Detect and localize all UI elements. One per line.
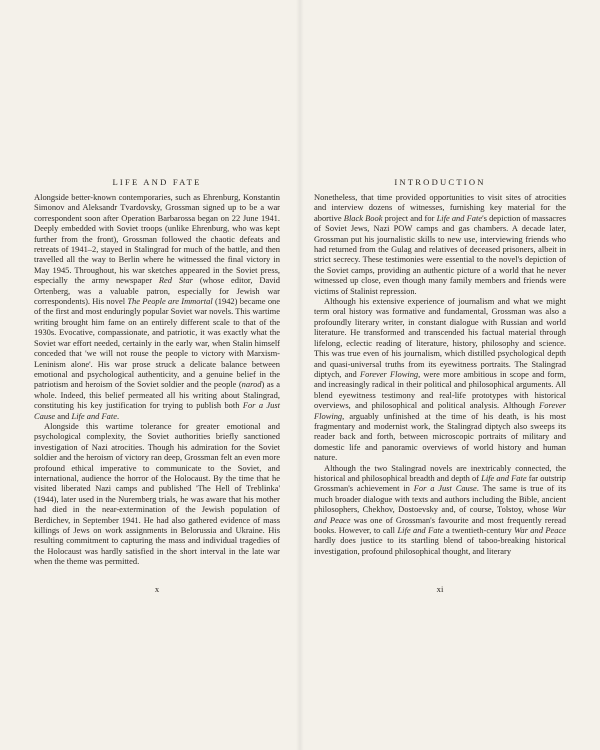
- text-run: , were more ambitious in scope and form, and increasingly radical in their political and philosophical arguments. All blend eyewitness testimony and real-life prototypes with historical overviews, and philosophical and political analysis. Although: [314, 368, 566, 411]
- text-run: Although the two Stalingrad novels are inextricably connected, the historical and philosophical breadth and depth of: [314, 462, 566, 483]
- text-run: (1942) became one of the first and most enduringly popular Soviet war novels. This wartime writing brought him fame on an entirely different scale to that of the 1930s. Evocative, compassionate, and patriotic, it was exactly what the Soviet war effort needed, certainly in the early war, when Stalin himself conceded that 'we will not rouse the people to victory with Marxism-Leninism alone'. His war prose struck a delicate balance between emotional and psychological authenticity, and a genuine belief in the patriotism and heroism of the Soviet soldier and the people (: [34, 296, 280, 390]
- italic-title: For a Just Cause: [34, 400, 280, 421]
- italic-title: Forever Flowing: [314, 400, 566, 421]
- left-page: [34, 0, 280, 750]
- text-run: . The same is true of its much broader dialogue with texts and authors including the Bible, ancient philosophers, Chekhov, Dostoevsky and, of course, Tolstoy, whose: [314, 483, 566, 515]
- running-head: INTRODUCTION: [394, 177, 486, 187]
- paragraph: [314, 192, 566, 296]
- italic-title: Life and Fate: [397, 525, 444, 535]
- text-run: , arguably unfinished at the time of his death, is his most fragmentary and modernist work, the Stalingrad diptych also sweeps its reader back and forth, between microscopic portraits of military and domestic life and panoramic overviews of world history and human nature.: [314, 410, 566, 463]
- right-page: [314, 0, 566, 750]
- italic-title: War and Peace: [514, 525, 566, 535]
- text-run: far outstrip Grossman's achievement in: [314, 472, 566, 494]
- text-run: ) as a whole. Indeed, this belief permeated all his writing about Stalingrad, constituting his key justification for trying to publish both: [34, 379, 280, 411]
- page-number: x: [154, 584, 160, 594]
- italic-title: The People are Immortal: [127, 296, 213, 307]
- italic-title: narod: [241, 379, 262, 390]
- text-run: 's depiction of massacres of Soviet Jews, Nazi POW camps and gas chambers. A decade later, Grossman put his journalistic skills to new use, interviewing friends who had returned from the Gulag and relatives of deceased prisoners, albeit in strict secrecy. These testimonies were essential to the novel's depiction of the Soviet camps, providing an authentic picture of a world that he never witnessed up close, even though many family members and friends were victims of Stalinist repression.: [314, 212, 566, 296]
- italic-title: Black Book: [343, 212, 383, 223]
- text-run: project and for: [382, 212, 437, 223]
- italic-title: Life and Fate: [71, 410, 117, 421]
- text-run: Alongside better-known contemporaries, such as Ehrenburg, Konstantin Simonov and Aleksandr Tvardovsky, Grossman signed up to be a war correspondent soon after Operation Barbarossa began on 22 June 1941. Deeply embedded with Soviet troops (unlike Ehrenburg, who was kept further from the front), Grossman followed the chaotic defeats and retreats of 1941–2, stayed in Stalingrad for much of the battle, and then travelled all the way to Berlin where he witnessed the final victory in May 1945. Throughout, his war sketches appeared in the Soviet press, especially the army newspaper: [34, 192, 280, 286]
- italic-title: For a Just Cause: [413, 483, 477, 494]
- running-head: LIFE AND FATE: [112, 177, 202, 187]
- paragraph: [34, 421, 280, 567]
- text-run: Although his extensive experience of journalism and what we might term oral history was formative and fundamental, Grossman was also a profoundly literary writer, in constant dialogue with Russian and world literature. He transformed and transcended his factual material through lifelong, eclectic reading of literature, history, philosophy and science. This was true even of his journalism, which distilled psychological depth and quasi-universal truths from its eyewitness portraits. The Stalingrad diptych, and: [314, 296, 566, 379]
- italic-title: Life and Fate: [481, 472, 527, 483]
- page-number: xi: [436, 584, 444, 594]
- italic-title: Forever Flowing: [359, 368, 419, 379]
- text-run: Alongside this wartime tolerance for greater emotional and psychological complexity, the Soviet authorities briefly sanctioned investigation of Nazi atrocities. Though his admiration for the Soviet soldier and the heroism of victory ran deep, Grossman felt an even more profound ethical imperative to communicate to the Soviet, and international, audience the horror of the Holocaust. By the time that he visited liberated Nazi camps and published 'The Hell of Treblinka' (1944), later used in the Nuremberg trials, he was aware that his mother had died in the near-extermination of the Jewish population of Berdichev, in September 1941. He had also gathered evidence of mass killings of Jews on work assignments in Belorussia and Ukraine. His resulting commitment to capturing the mass and individual tragedies of the Holocaust was hardly satisfied in the short interval in the late war when the theme was permitted.: [34, 420, 280, 567]
- italic-title: War and Peace: [314, 504, 566, 525]
- text-run: was one of Grossman's favourite and most frequently reread books. However, to call: [314, 514, 566, 535]
- paragraph: [314, 296, 566, 463]
- text-run: .: [116, 410, 120, 421]
- text-run: and: [55, 410, 72, 421]
- text-run: (whose editor, David Ortenberg, was a valuable patron, especially for Jewish war correspondents). His novel: [34, 275, 280, 307]
- italic-title: Red Star: [158, 275, 193, 286]
- text-run: Nonetheless, that time provided opportunities to visit sites of atrocities and interview dozens of witnesses, furnishing key material for the abortive: [314, 192, 566, 223]
- paragraph: [34, 192, 280, 421]
- body-text: [34, 192, 280, 567]
- text-run: a twentieth-century: [443, 525, 515, 535]
- text-run: hardly does justice to its startling blend of taboo-breaking historical investigation, profound philosophical thought, and literary: [314, 535, 566, 556]
- body-text: [314, 192, 566, 556]
- book-gutter: [296, 0, 304, 750]
- paragraph: [314, 463, 566, 557]
- italic-title: Life and Fate: [436, 212, 483, 223]
